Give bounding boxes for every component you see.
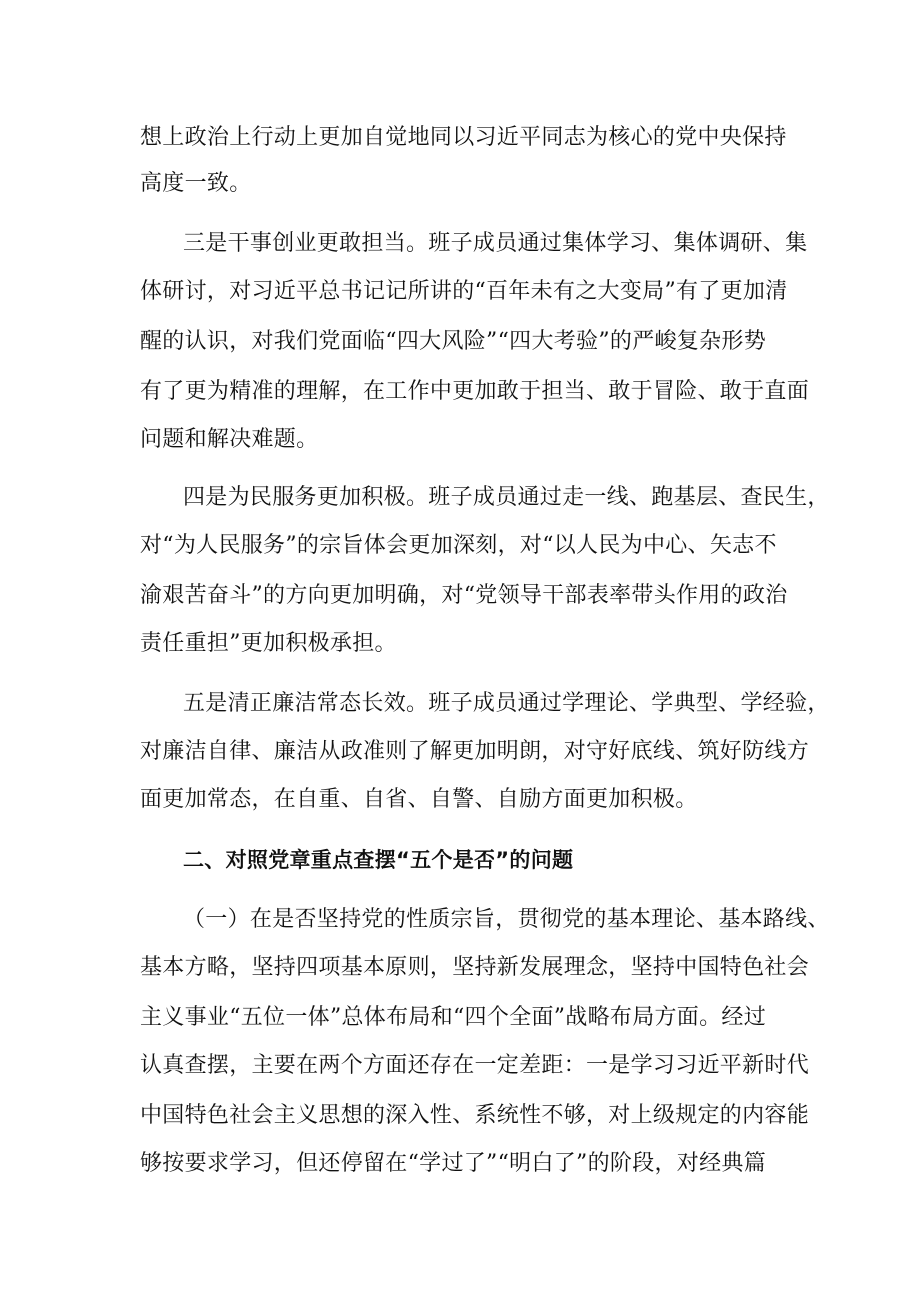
text-line: 五是清正廉洁常态长效。班子成员通过学理论、学典型、学经验， (183, 691, 830, 716)
text-line: （一）在是否坚持党的性质宗旨，贯彻党的基本理论、基本路线、 (183, 907, 830, 932)
text-line: 四是为民服务更加积极。班子成员通过走一线、跑基层、查民生， (183, 485, 830, 510)
section-heading: 二、对照党章重点查摆“五个是否”的问题 (183, 848, 574, 872)
text-line: 体研讨，对习近平总书记记所讲的“百年未有之大变局”有了更加清 (140, 279, 788, 304)
text-line: 够按要求学习，但还停留在“学过了”“明白了”的阶段，对经典篇 (140, 1151, 766, 1176)
text-line: 责任重担”更加积极承担。 (140, 631, 397, 656)
text-line: 醒的认识，对我们党面临“四大风险”“四大考验”的严峻复杂形势 (140, 329, 766, 354)
text-line: 对廉洁自律、廉洁从政准则了解更加明朗，对守好底线、筑好防线方 (140, 739, 810, 764)
text-line: 问题和解决难题。 (140, 427, 319, 452)
text-line: 渝艰苦奋斗”的方向更加明确，对“党领导干部表率带头作用的政治 (140, 583, 788, 608)
text-line: 面更加常态，在自重、自省、自警、自励方面更加积极。 (140, 787, 698, 812)
text-line: 认真查摆，主要在两个方面还存在一定差距：一是学习习近平新时代 (140, 1053, 810, 1078)
text-line: 中国特色社会主义思想的深入性、系统性不够，对上级规定的内容能 (140, 1103, 810, 1128)
text-line: 对“为人民服务”的宗旨体会更加深刻，对“以人民为中心、矢志不 (140, 533, 777, 558)
text-line: 高度一致。 (140, 171, 252, 196)
text-line: 三是干事创业更敢担当。班子成员通过集体学习、集体调研、集 (183, 231, 808, 256)
text-line: 主义事业“五位一体”总体布局和“四个全面”战略布局方面。经过 (140, 1005, 766, 1030)
text-line: 有了更为精准的理解，在工作中更加敢于担当、敢于冒险、敢于直面 (140, 379, 810, 404)
text-line: 想上政治上行动上更加自觉地同以习近平同志为核心的党中央保持 (140, 125, 787, 150)
text-line: 基本方略，坚持四项基本原则，坚持新发展理念，坚持中国特色社会 (140, 955, 810, 980)
